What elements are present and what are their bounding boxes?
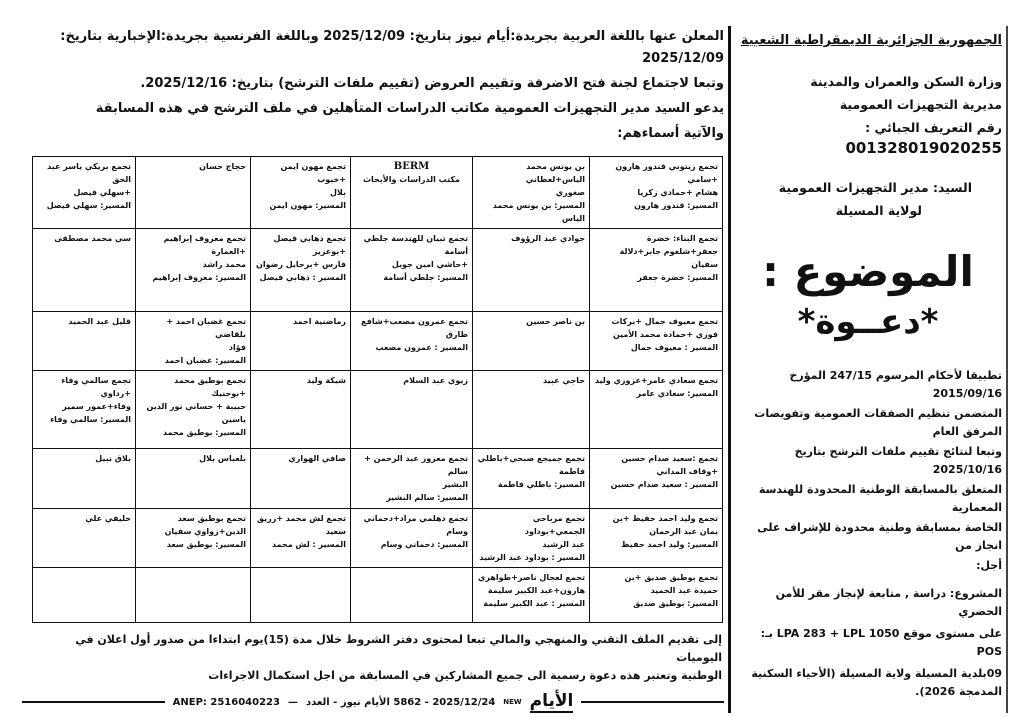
cell-line: تجمع البناء: خضرة (646, 234, 718, 243)
right-panel (734, 26, 1004, 713)
cell-line: تجمع عمرون مصعب+شافع (361, 317, 468, 326)
candidate-cell (473, 157, 590, 229)
closing-paragraph (30, 631, 722, 685)
addressee: لولاية المسيلة (835, 203, 922, 218)
cell-line: المسير : عمرون مصعب (375, 343, 468, 352)
republic-header: الجمهورية الجزائرية الديمقراطية الشعبية (740, 33, 1002, 48)
cell-line: المسير : بوداود عبد الرشيد (479, 553, 585, 562)
cell-line: المسير: بوطيق سعد (166, 540, 246, 549)
cell-line: بلاق نبيل (95, 454, 131, 463)
candidate-cell (473, 449, 590, 509)
candidate-cell (473, 509, 590, 568)
cell-line: فوزي +حمادة محمد الأمين (612, 330, 718, 339)
cell-line: تجمع لش محمد +زريق (256, 514, 346, 523)
cell-line: تجمع بريكي ياسر عبد الحق (47, 162, 131, 184)
cell-line: تجمع جميجع صبحي+باطلي (477, 454, 585, 463)
cell-line: قليل عبد الحميد (68, 317, 131, 326)
table-row (33, 157, 723, 229)
new-label: NEW (503, 698, 522, 706)
candidate-cell (590, 449, 723, 509)
candidate-cell (473, 371, 590, 449)
candidate-cell (590, 229, 723, 312)
candidates-table (32, 156, 723, 623)
table-row (33, 568, 723, 623)
candidate-cell (251, 371, 351, 449)
candidate-cell (590, 312, 723, 371)
cell-line: ياسين (221, 415, 246, 424)
candidate-cell (351, 157, 473, 229)
project-line: المشروع: دراسة , متابعة لإنجاز مقر للأمن الحضري (775, 587, 1002, 618)
cell-line: حبيبة + حساني نور الدين (146, 402, 246, 411)
table-row (33, 371, 723, 449)
cell-line: تجمع بوطيق محمد +بوحنيك (174, 376, 246, 398)
cell-line: تجمع غضبان احمد + بلقاضي (166, 317, 246, 339)
cell-line: جعفر+شلغوم جابر+دلالة (619, 247, 718, 256)
cell-line: تجمع سالمي وفاء +رداوي (61, 376, 131, 398)
issue-info: 2025/12/24 - 5862 الأيام نيوز - العدد (305, 696, 496, 708)
cell-line: BERM (393, 161, 430, 172)
legal-basis (734, 367, 1002, 701)
candidate-cell (33, 229, 136, 312)
candidate-cell (136, 568, 251, 623)
candidate-cell (351, 568, 473, 623)
cell-line: تجمع دهلمي مراد+دحماني وسام (363, 514, 468, 536)
divider (22, 701, 165, 703)
cell-line: فؤاد (228, 343, 246, 352)
cell-line: المسير: بوطيق صديق (633, 599, 718, 608)
intro-line: والآتية أسماءهم: (617, 126, 724, 141)
cell-line: المسير : عبد الكبير سليمة (483, 599, 585, 608)
cell-line: صغوري (555, 188, 585, 197)
cell-line: شيكة وليد (306, 376, 346, 385)
cell-line: طارق (445, 330, 468, 339)
column-divider (1006, 26, 1008, 713)
cell-line: وفاء+عمور سمير (62, 402, 131, 411)
cell-line: المسير : سعيد صدام حسين (610, 480, 718, 489)
candidate-cell (251, 312, 351, 371)
cell-line: جوادي عبد الرؤوف (511, 234, 585, 243)
candidate-cell (351, 449, 473, 509)
cell-line: المسير: بوطيق محمد (163, 428, 246, 437)
cell-line: فاطمة (559, 467, 585, 476)
cell-line: مكتب الدراسات والأبحاث (362, 175, 461, 184)
cell-line: +وقاف المداني (656, 467, 718, 476)
cell-line: المسير: سالمي وفاء (50, 415, 131, 424)
table-row (33, 449, 723, 509)
candidate-cell (251, 568, 351, 623)
cell-line: تجمع مرباحي الجمعي+بوداود (524, 514, 585, 536)
candidate-cell (590, 568, 723, 623)
directorate: مديرية التجهيزات العمومية (839, 97, 1002, 112)
tax-id-label: رقم التعريف الجبائي : (865, 120, 1002, 135)
intro-line: يدعو السيد مدير التجهيزات العمومية مكاتب الدراسات المتأهلين في ملف الترشح في هذه المسابقة (95, 101, 724, 116)
candidate-cell (251, 229, 351, 312)
cell-line: زيوي عبد السلام (403, 376, 468, 385)
cell-line: تجمع معروف إبراهيم +العمارة (163, 234, 246, 256)
cell-line: تجمع تبيان للهندسة جلطي أسامة (363, 234, 468, 256)
cell-line: تجمع معيوف جمال +بركات (611, 317, 718, 326)
cell-line: خليفي علي (85, 514, 131, 523)
cell-line: المسير: باطلي فاطمة (497, 480, 585, 489)
divider: — (287, 696, 298, 708)
cell-line: حجاج حسان (199, 162, 246, 171)
cell-line: المسير: خضرة جعفر (637, 273, 718, 282)
cell-line: المسير: مهون ايمن (269, 201, 346, 210)
body-line: الخاصة بمسابقة وطنية محدودة للإشراف على انجاز من (757, 521, 1002, 552)
candidate-cell (351, 312, 473, 371)
cell-line: تجمع لعجال ناصر+طواهري (478, 573, 585, 582)
candidate-cell (351, 509, 473, 568)
cell-line: عبد الرشيد (542, 540, 585, 549)
body-line: تطبيقا لأحكام المرسوم 247/15 المؤرخ 2015/09/16 (789, 369, 1002, 400)
candidate-cell (136, 229, 251, 312)
candidate-cell (136, 449, 251, 509)
candidate-cell (136, 312, 251, 371)
project-line: على مستوى موقع LPA 283 + LPL 1050 بـ: POS (760, 627, 1002, 658)
cell-line: سعيد (325, 527, 346, 536)
cell-line: بن ناصر حسين (526, 317, 585, 326)
candidate-cell (590, 371, 723, 449)
candidate-cell (473, 568, 590, 623)
cell-line: المسير: وليد احمد حفيظ (621, 540, 718, 549)
candidate-cell (251, 449, 351, 509)
intro-line: المعلن عنها باللغة العربية بجريدة:أيام نيوز بتاريخ: 2025/12/09 وباللغة الفرنسية بجريدة:الإخبارية بتاريخ: 2025/12/09 (60, 29, 724, 66)
cell-line: بلال (329, 188, 346, 197)
cell-line: المسير: قندوز هارون (634, 201, 718, 210)
candidate-cell (251, 157, 351, 229)
candidate-cell (33, 371, 136, 449)
cell-line: محمد راشد (202, 260, 246, 269)
cell-line: فارس +برحايل رضوان (256, 260, 346, 269)
announcement-body (22, 26, 724, 713)
cell-line: حاجي عبيد (542, 376, 585, 385)
candidate-cell (33, 449, 136, 509)
cell-line: تجمع بوطيق سعد (177, 514, 246, 523)
candidate-cell (590, 157, 723, 229)
newspaper-logo: الأيام (529, 691, 574, 711)
cell-line: هارون+عبد الكبير سليمة (487, 586, 585, 595)
divider (581, 701, 724, 703)
anep-number: ANEP: 2516040223 (172, 696, 280, 708)
closing-line: الوطنية وتعتبر هذه دعوة رسمية الى جميع المشاركين في المسابقة من اجل استكمال الاجراءات (208, 669, 722, 682)
subject-heading: الموضوع : (762, 247, 974, 296)
cell-line: تجمع زيتوني قندوز هارون +سامي (615, 162, 718, 184)
closing-line: إلى تقديم الملف التقني والمنهجي والمالي تبعا لمحتوى دفتر الشروط خلال مدة (15)يوم ابتداءا من صدور أول اعلان في اليوميات (75, 633, 722, 664)
candidate-cell (351, 229, 473, 312)
cell-line: +سهلي فيصل (73, 188, 131, 197)
cell-line: المسير : ذهابي فيصل (259, 273, 346, 282)
cell-line: المسير: جلطي أسامة (383, 273, 468, 282)
table-row (33, 312, 723, 371)
cell-line: صافي الهواري (288, 454, 346, 463)
body-line: أجل: (976, 559, 1002, 572)
table-row (33, 509, 723, 568)
body-line: المتضمن تنظيم الصفقات العمومية وتفويضات المرفق العام (754, 407, 1002, 438)
cell-line: المسير: معروف إبراهيم (152, 273, 246, 282)
cell-line: حميدة عبد الحميد (650, 586, 718, 595)
cell-line: المسير: بن يونس محمد الياس (492, 201, 585, 223)
project-line: 09بلدية المسيلة ولاية المسيلة (الأحياء السكنية المدمجة 2026). (751, 667, 1002, 698)
cell-line: البشير (442, 480, 468, 489)
column-divider (728, 26, 731, 713)
cell-line: الدين+زواوي سفيان (164, 527, 246, 536)
tax-id-value: 001328019020255 (845, 139, 1002, 157)
cell-line: تجمع ذهابي فيصل +بوعزيز (273, 234, 346, 256)
candidate-cell (136, 371, 251, 449)
cell-line: المسير: غضبان احمد (164, 356, 246, 365)
tax-id (734, 117, 1002, 159)
candidate-cell (136, 509, 251, 568)
cell-line: سفيان (691, 260, 718, 269)
intro-paragraph (22, 26, 724, 148)
cell-line: تجمع سعادي عامر+عزوزي وليد (594, 376, 718, 385)
cell-line: المسير: سهلي فيصل (46, 201, 131, 210)
candidate-cell (33, 312, 136, 371)
candidate-cell (136, 157, 251, 229)
candidate-cell (33, 157, 136, 229)
cell-line: يمان عبد الرحمان (649, 527, 718, 536)
cell-line: سي محمد مصطفى (54, 234, 131, 243)
cell-line: رماضنية احمد (293, 317, 346, 326)
cell-line: بن يونس محمد الياس+لعطاني (525, 162, 585, 184)
cell-line: المسير : معيوف جمال (630, 343, 718, 352)
invitation-heading: *دعــوة* (797, 302, 939, 342)
body-line: وتبعا لنتائج تقييم ملفات الترشح بتاريخ 2025/10/16 (794, 445, 1002, 476)
body-line: المتعلق بالمسابقة الوطنية المحدودة للهندسة المعمارية (758, 483, 1002, 514)
cell-line: تجمع :سعيد صدام حسين (621, 454, 718, 463)
candidate-cell (473, 312, 590, 371)
cell-line: تجمع معزوز عبد الرحمن + سالم (364, 454, 468, 476)
intro-line: وتبعا لاجتماع لجنة فتح الاضرفة وتقييم العروض (تقييم ملفات الترشح) بتاريخ: 2025/12/16. (140, 76, 724, 91)
candidate-cell (351, 371, 473, 449)
candidate-cell (251, 509, 351, 568)
cell-line: المسير: دحماني وسام (380, 540, 468, 549)
table-row (33, 229, 723, 312)
newspaper-footer (22, 691, 724, 713)
cell-line: +حاشي امين جويل (391, 260, 468, 269)
candidate-cell (33, 568, 136, 623)
cell-line: تجمع وليد احمد حفيظ +بن (612, 514, 718, 523)
cell-line: تجمع بوطيق صديق +بن (624, 573, 718, 582)
cell-line: هشام +حمادي زكريا (637, 188, 718, 197)
cell-line: تجمع مهون ايمن +خبوب (280, 162, 346, 184)
cell-line: المسير : لش محمد (271, 540, 346, 549)
ministry: وزارة السكن والعمران والمدينة (810, 74, 1002, 89)
cell-line: بلعباس بلال (199, 454, 246, 463)
addressee: السيد: مدير التجهيزات العمومية (778, 180, 972, 195)
cell-line: المسير: سالم البشير (386, 493, 468, 502)
candidate-cell (473, 229, 590, 312)
candidate-cell (590, 509, 723, 568)
candidate-cell (33, 509, 136, 568)
cell-line: المسير: سعادي عامر (636, 389, 718, 398)
